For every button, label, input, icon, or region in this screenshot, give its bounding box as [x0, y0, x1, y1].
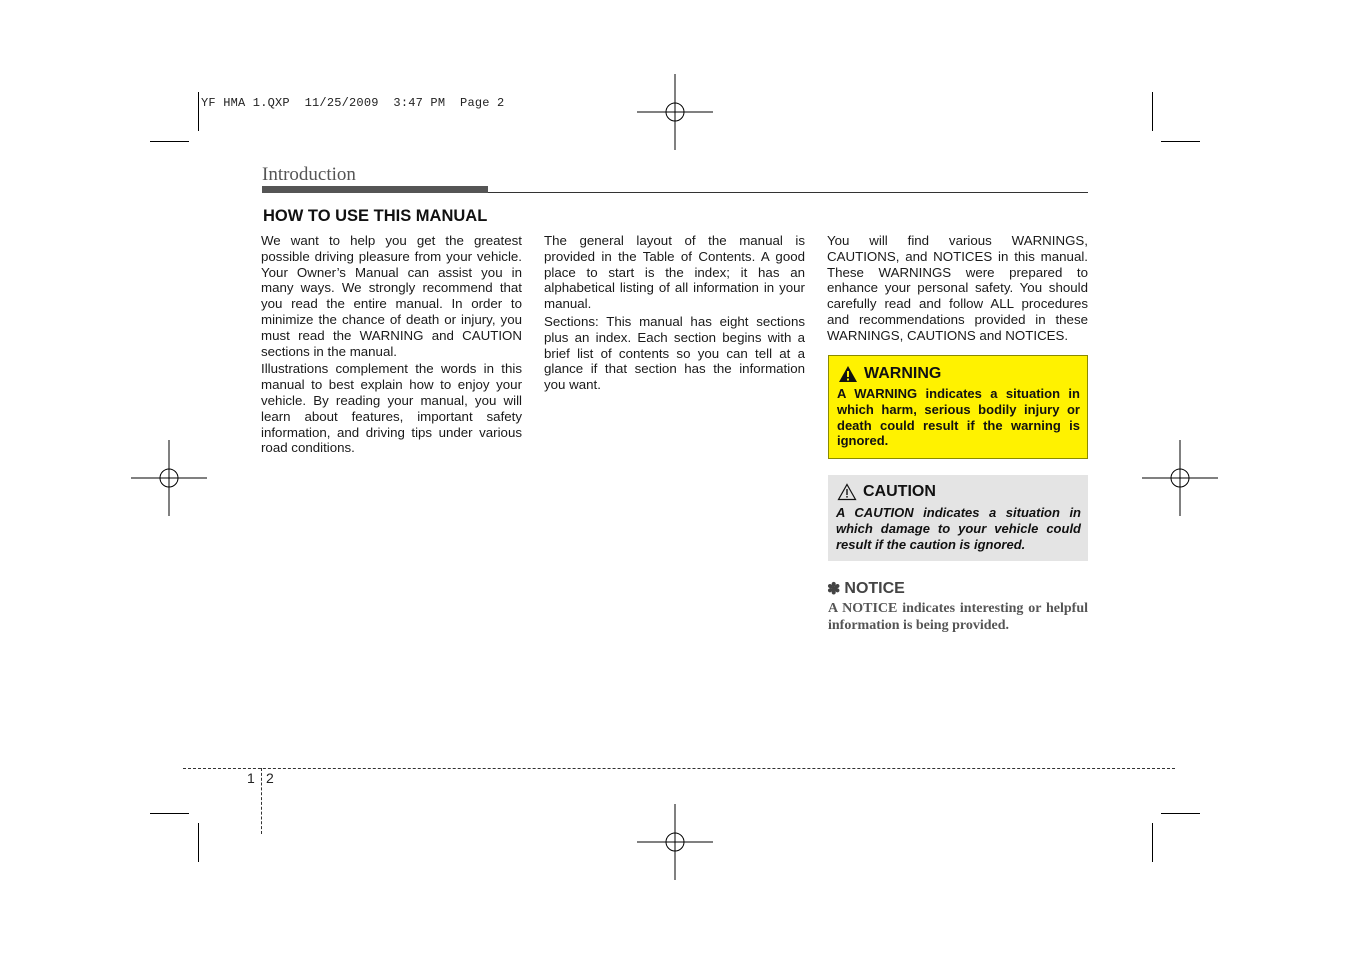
registration-mark-icon: [131, 440, 207, 516]
text-column-3: [827, 233, 1088, 346]
registration-mark-icon: [637, 804, 713, 880]
caution-title-text: CAUTION: [863, 483, 936, 500]
warning-text: A WARNING indicates a situation in which harm, serious bodily injury or death could result if the warning is ignored.: [837, 386, 1080, 449]
section-title: Introduction: [262, 164, 356, 185]
paragraph: Sections: This manual has eight sections plus an index. Each section begins with a brief list of contents so you can tell at a glance if that section has the information you want.: [544, 313, 805, 393]
crop-mark: [150, 141, 189, 142]
crop-mark: [1161, 141, 1200, 142]
caution-title: [837, 483, 936, 501]
crop-mark: [1152, 823, 1153, 862]
notice-star-icon: ✽: [827, 581, 841, 598]
crop-mark: [1161, 813, 1200, 814]
section-rule-line: [488, 192, 1088, 193]
page-number: 2: [266, 770, 274, 786]
section-rule-bar: [262, 186, 488, 193]
crop-mark: [1152, 92, 1153, 131]
warning-title-text: WARNING: [864, 365, 942, 382]
warning-title: [838, 365, 941, 383]
text-column-1: [261, 233, 522, 458]
notice-text: A NOTICE indicates interesting or helpful information is being provided.: [828, 601, 1088, 633]
caution-text: A CAUTION indicates a situation in which damage to your vehicle could result if the caution is ignored.: [836, 505, 1081, 552]
caution-box: [828, 475, 1088, 561]
warning-box: [828, 355, 1088, 459]
crop-mark: [198, 92, 199, 131]
crop-mark: [150, 813, 189, 814]
paragraph: The general layout of the manual is provided in the Table of Contents. A good place to start is the index; it has an alphabetical listing of all information in your manual.: [544, 233, 805, 312]
footer-dashed-line: [183, 768, 1175, 769]
text-column-2: [544, 233, 805, 395]
paragraph: You will find various WARNINGS, CAUTIONS, and NOTICES in this manual. These WARNINGS were prepared to enhance your personal safety. You should carefully read and follow ALL procedures and recommendations provided in these WARNINGS, CAUTIONS and NOTICES.: [827, 233, 1088, 343]
paragraph: Illustrations complement the words in this manual to best explain how to enjoy your vehicle. By reading your manual, you will learn about features, important safety information, and driving tips under various road conditions.: [261, 361, 522, 456]
paragraph: We want to help you get the greatest possible driving pleasure from your vehicle. Your Owner’s Manual can assist you in many ways. We strongly recommend that you read the entire manual. In order to minimize the chance of death or injury, you must read the WARNING and CAUTION sections in the manual.: [261, 233, 522, 359]
footer-dashed-divider: [261, 768, 262, 834]
page-section-number: 1: [247, 770, 255, 786]
registration-mark-icon: [1142, 440, 1218, 516]
warning-triangle-icon: [838, 365, 858, 383]
registration-mark-icon: [637, 74, 713, 150]
notice-title-text: NOTICE: [844, 580, 905, 597]
print-slug: YF HMA 1.QXP 11/25/2009 3:47 PM Page 2: [201, 96, 505, 110]
page-heading: HOW TO USE THIS MANUAL: [263, 207, 488, 225]
caution-triangle-icon: [837, 483, 857, 501]
crop-mark: [198, 823, 199, 862]
notice-title: [827, 579, 905, 599]
